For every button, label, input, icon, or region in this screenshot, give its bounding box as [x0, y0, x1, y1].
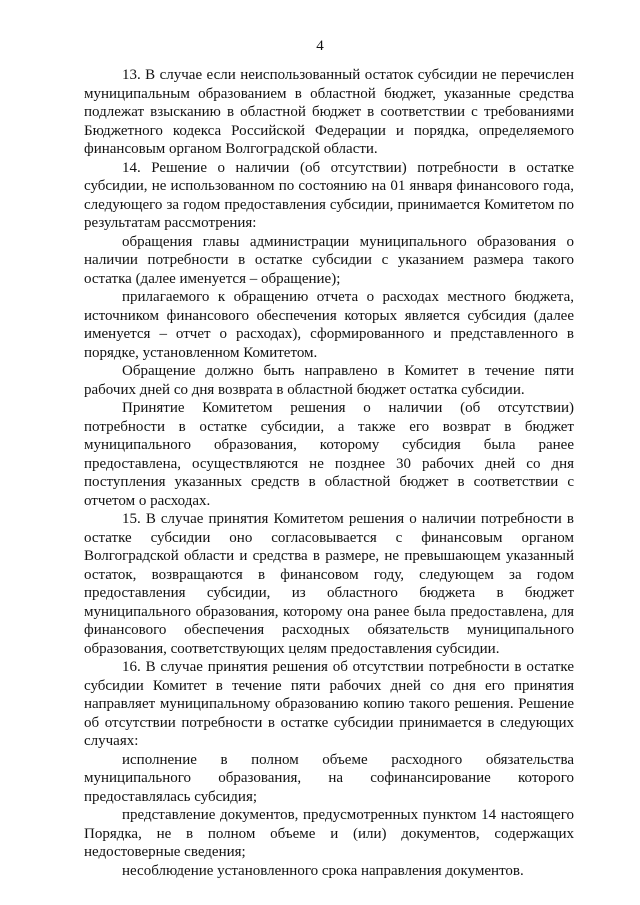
paragraph-16-case-incomplete-docs: представление документов, предусмотренных пунктом 14 настоящего Порядка, не в полном объеме и (или) документов, содержащих недостоверные сведения; [84, 807, 574, 860]
document-body [84, 66, 574, 880]
paragraph-14-item-report: прилагаемого к обращению отчета о расходах местного бюджета, источником финансового обеспечения которых является субсидия (далее именуется – отчет о расходах), сформированного и представленного в порядке, установленном Комитетом. [84, 289, 574, 361]
page-number: 4 [316, 38, 324, 54]
paragraph-16-case-missed-deadline: несоблюдение установленного срока направления документов. [122, 862, 524, 879]
paragraph-14: 14. Решение о наличии (об отсутствии) потребности в остатке субсидии, не использованном по состоянию на 01 января финансового года, следующего за годом предоставления субсидии, принимается Комитетом по результатам рассмотрения: [84, 159, 574, 231]
paragraph-16: 16. В случае принятия решения об отсутствии потребности в остатке субсидии Комитет в течение пяти рабочих дней со дня его принятия направляет муниципальному образованию копию такого решения. Решение об отсутствии потребности в остатке субсидии принимается в следующих случаях: [84, 659, 574, 749]
paragraph-15: 15. В случае принятия Комитетом решения о наличии потребности в остатке субсидии оно согласовывается с финансовым органом Волгоградской области и средства в размере, не превышающем указанный остаток, возвращаются в финансовом году, следующем за годом предоставления субсидии, из областного бюджета в бюджет муниципального образования, которому она ранее была предоставлена, для финансового обеспечения расходных обязательств муниципального образования, соответствующих целям предоставления субсидии. [84, 511, 574, 657]
paragraph-13: 13. В случае если неиспользованный остаток субсидии не перечислен муниципальным образованием в областной бюджет, указанные средства подлежат взысканию в областной бюджет в соответствии с требованиями Бюджетного кодекса Российской Федерации и порядка, определяемого финансовым органом Волгоградской области. [84, 67, 574, 157]
paragraph-14-decision: Принятие Комитетом решения о наличии (об отсутствии) потребности в остатке субсидии, а также его возврат в бюджет муниципального образования, которому субсидия была ранее предоставлена, осуществляются не позднее 30 рабочих дней со дня поступления указанных средств в областной бюджет в соответствии с отчетом о расходах. [84, 400, 574, 509]
paragraph-14-item-appeal: обращения главы администрации муниципального образования о наличии потребности в остатке субсидии с указанием размера такого остатка (далее именуется – обращение); [84, 233, 574, 287]
paragraph-14-deadline: Обращение должно быть направлено в Комитет в течение пяти рабочих дней со дня возврата в областной бюджет остатка субсидии. [84, 363, 574, 398]
paragraph-16-case-full-execution: исполнение в полном объеме расходного обязательства муниципального образования, на софинансирование которого предоставлялась субсидия; [84, 751, 574, 805]
